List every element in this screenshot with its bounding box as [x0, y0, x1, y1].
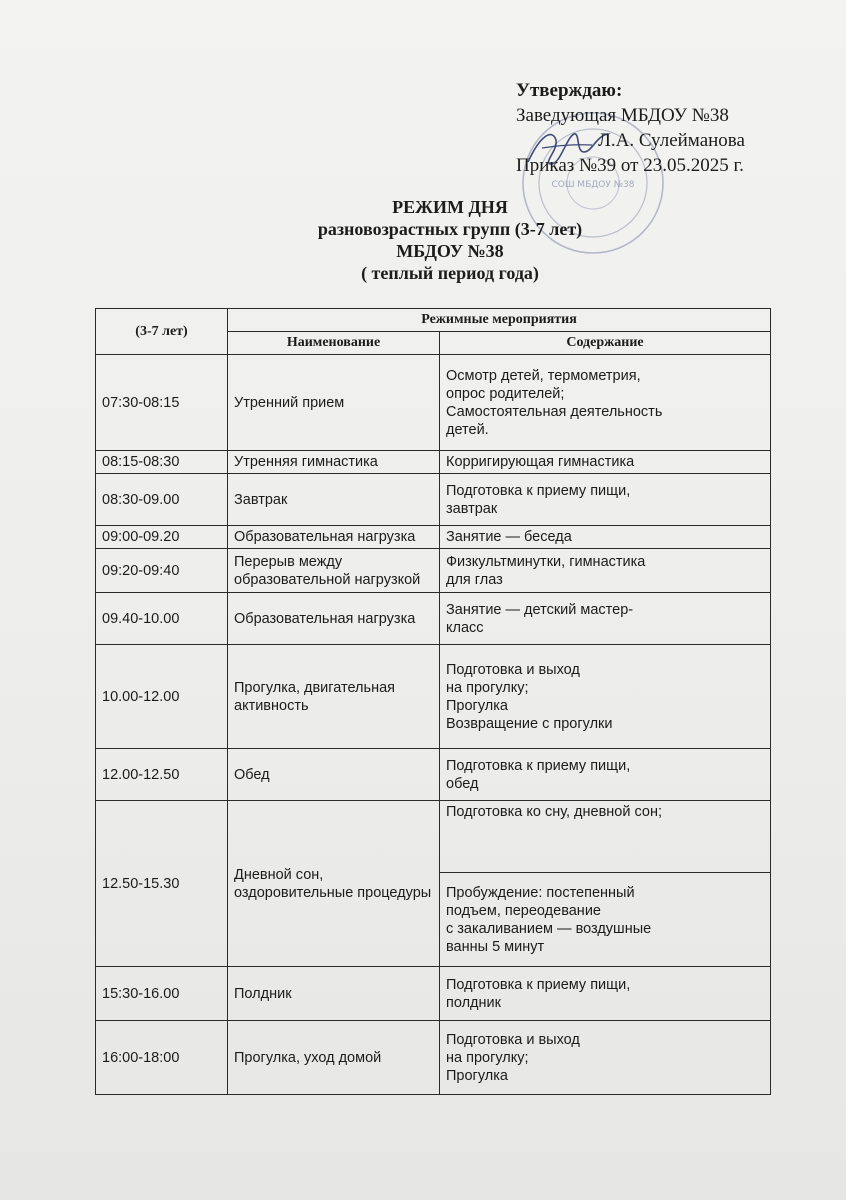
activity-name-cell: Образовательная нагрузка — [228, 593, 440, 645]
activity-content-line: на прогулку; — [446, 679, 529, 696]
group-header: Режимные мероприятия — [228, 309, 771, 332]
activity-name-cell: Обед — [228, 749, 440, 801]
activity-content-cell — [440, 873, 771, 967]
table-row — [96, 474, 771, 526]
table-row — [96, 355, 771, 451]
activity-content-line: Прогулка — [446, 1067, 508, 1084]
activity-content-line: Подготовка ко сну, дневной сон; — [446, 804, 663, 820]
time-cell: 08:15-08:30 — [96, 451, 228, 474]
time-cell: 09:00-09.20 — [96, 526, 228, 549]
activity-name-cell: Образовательная нагрузка — [228, 526, 440, 549]
heading-title: РЕЖИМ ДНЯ — [392, 197, 508, 217]
activity-content-line: Осмотр детей, термометрия, — [446, 367, 641, 384]
approval-name: Л.А. Сулейманова — [598, 130, 745, 151]
activity-content-line: Самостоятельная деятельность — [446, 403, 663, 420]
table-row — [96, 549, 771, 593]
activity-content-line: полдник — [446, 994, 501, 1011]
time-cell: 12.00-12.50 — [96, 749, 228, 801]
activity-content-line: Занятие — детский мастер- — [446, 601, 634, 618]
activity-content-line: подъем, переодевание — [446, 902, 601, 919]
activity-name-cell: Полдник — [228, 967, 440, 1021]
activity-content-cell — [440, 474, 771, 526]
table-row — [96, 593, 771, 645]
activity-content-cell — [440, 549, 771, 593]
activity-content-line: детей. — [446, 421, 489, 438]
activity-content-line: с закаливанием — воздушные — [446, 920, 652, 937]
activity-content-line: Корригирующая гимнастика — [446, 454, 635, 470]
time-cell: 09.40-10.00 — [96, 593, 228, 645]
name-column-header: Наименование — [228, 332, 440, 355]
table-row — [96, 801, 771, 873]
activity-content-cell — [440, 593, 771, 645]
activity-content-line: Физкультминутки, гимнастика — [446, 553, 646, 570]
time-cell: 09:20-09:40 — [96, 549, 228, 593]
activity-content-cell — [440, 355, 771, 451]
heading-period: ( теплый период года) — [361, 263, 539, 283]
table-row — [96, 645, 771, 749]
activity-content-cell — [440, 967, 771, 1021]
content-column-header: Содержание — [440, 332, 771, 355]
activity-name-cell: Дневной сон, оздоровительные процедуры — [228, 801, 440, 967]
approval-position: Заведующая МБДОУ №38 — [516, 105, 729, 126]
activity-content-cell — [440, 749, 771, 801]
activity-content-line: на прогулку; — [446, 1049, 529, 1066]
activity-name-cell: Завтрак — [228, 474, 440, 526]
activity-content-line: Занятие — беседа — [446, 529, 572, 545]
table-row — [96, 749, 771, 801]
time-cell: 16:00-18:00 — [96, 1021, 228, 1095]
activity-content-line: обед — [446, 775, 479, 792]
activity-content-line: Подготовка и выход — [446, 661, 580, 678]
activity-content-line: Возвращение с прогулки — [446, 715, 613, 732]
table-row — [96, 1021, 771, 1095]
activity-content-line: для глаз — [446, 571, 503, 588]
activity-content-line: Пробуждение: постепенный — [446, 884, 635, 901]
approval-block — [516, 78, 816, 178]
time-cell: 15:30-16.00 — [96, 967, 228, 1021]
document-heading — [300, 196, 600, 284]
approval-title: Утверждаю: — [516, 80, 623, 101]
activity-content-line: Подготовка и выход — [446, 1031, 580, 1048]
activity-content-line: Подготовка к приему пищи, — [446, 976, 631, 993]
activity-content-line: ванны 5 минут — [446, 938, 545, 955]
activity-name-cell: Прогулка, уход домой — [228, 1021, 440, 1095]
time-cell: 08:30-09.00 — [96, 474, 228, 526]
age-header: (3-7 лет) — [96, 309, 228, 355]
activity-name-cell: Прогулка, двигательная активность — [228, 645, 440, 749]
activity-content-line: опрос родителей; — [446, 385, 565, 402]
activity-content-cell — [440, 645, 771, 749]
approval-order: Приказ №39 от 23.05.2025 г. — [516, 155, 744, 176]
table-row — [96, 526, 771, 549]
activity-content-line: Подготовка к приему пищи, — [446, 482, 631, 499]
schedule-table — [95, 308, 771, 1095]
heading-subtitle: разновозрастных групп (3-7 лет) — [317, 219, 583, 239]
activity-name-cell: Перерыв между образовательной нагрузкой — [228, 549, 440, 593]
time-cell: 07:30-08:15 — [96, 355, 228, 451]
activity-name-cell: Утренний прием — [228, 355, 440, 451]
activity-content-line: завтрак — [446, 500, 498, 517]
table-row — [96, 451, 771, 474]
time-cell: 12.50-15.30 — [96, 801, 228, 967]
activity-content-cell — [440, 801, 771, 873]
activity-name-cell: Утренняя гимнастика — [228, 451, 440, 474]
activity-content-line: Подготовка к приему пищи, — [446, 757, 631, 774]
heading-org: МБДОУ №38 — [396, 241, 504, 261]
activity-content-cell — [440, 526, 771, 549]
activity-content-line: класс — [446, 619, 484, 636]
table-row — [96, 967, 771, 1021]
time-cell: 10.00-12.00 — [96, 645, 228, 749]
activity-content-line: Прогулка — [446, 697, 508, 714]
stamp-text: СОШ МБДОУ №38 — [551, 180, 635, 190]
activity-content-cell — [440, 451, 771, 474]
activity-content-cell — [440, 1021, 771, 1095]
